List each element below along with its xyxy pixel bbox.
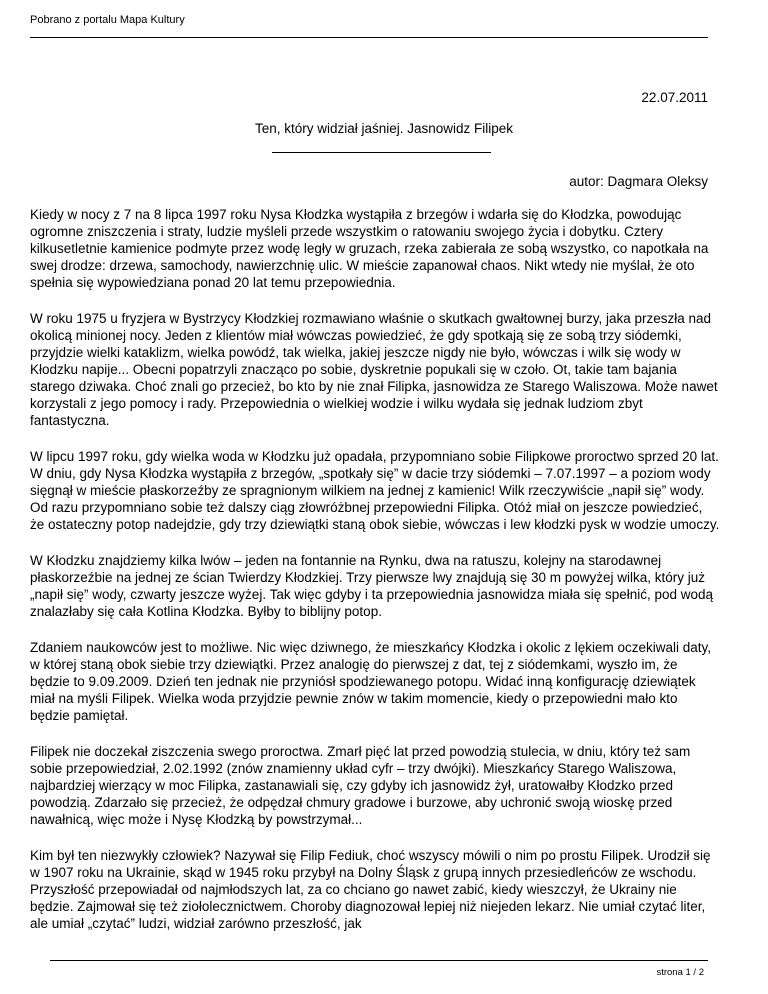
article-date: 22.07.2011 (641, 90, 708, 105)
paragraph-4: W Kłodzku znajdziemy kilka lwów – jeden na fontannie na Rynku, dwa na ratuszu, kolejny na starodawnej płaskorzeźbie na jednej ze ścian Twierdzy Kłodzkiej. Trzy pierwsze lwy znajdują się 30 m powyżej wilka, który już „napił się” wody, czwarty jeszcze wyżej. Tak więc gdyby i ta przepowiednia jasnowidza miała się spełnić, pod wodą znalazłaby się cała Kotlina Kłodzka. Byłby to biblijny potop. (30, 553, 714, 619)
paragraph-1: Kiedy w nocy z 7 na 8 lipca 1997 roku Nysa Kłodzka wystąpiła z brzegów i wdarła się do Kłodzka, powodując ogromne zniszczenia i straty, ludzie myśleli przede wszystkim o ratowaniu swojego życia i dobytku. Cztery kilkusetletnie kamienice podmyte przez wodę legły w gruzach, rzeka zabierała ze sobą wszystko, co napotkała na swej drodze: drzewa, samochody, nawierzchnię ulic. W mieście zapanował chaos. Nikt wtedy nie myślał, że oto spełnia się wypowiedziana ponad 20 lat temu przepowiednia. (30, 207, 709, 290)
header-divider (30, 37, 708, 38)
paragraph-6: Filipek nie doczekał ziszczenia swego proroctwa. Zmarł pięć lat przed powodzią stulecia, w dniu, który też sam sobie przepowiedział, 2.02.1992 (znów znamienny układ cyfr – trzy dwójki). Mieszkańcy Starego Waliszowa, najbardziej wierzący w moc Filipka, zastanawiali się, czy gdyby ich jasnowidz żył, uratowałby Kłodzko przed powodzią. Zdarzało się przecież, że odpędzał chmury gradowe i burzowe, aby uchronić swoją wioskę przed nawałnicą, więc może i Nysę Kłodzką by powstrzymał... (30, 744, 691, 827)
article-title: Ten, który widział jaśniej. Jasnowidz Filipek (254, 121, 514, 136)
article-author: autor: Dagmara Oleksy (569, 174, 708, 189)
paragraph-2: W roku 1975 u fryzjera w Bystrzycy Kłodzkiej rozmawiano właśnie o skutkach gwałtownej burzy, jaka przeszła nad okolicą minionej nocy. Jeden z klientów miał wówczas powiedzieć, że gdy spotkają się ze sobą trzy siódemki, przyjdzie wielki kataklizm, wielka powódź, tak wielka, jakiej jeszcze nigdy nie było, wówczas i wilk się wody w Kłodzku napije... Obecni popatrzyli znacząco po sobie, dyskretnie popukali się w czoło. Ot, takie tam bajania starego dziwaka. Choć znali go przecież, bo kto by nie znał Filipka, jasnowidza ze Starego Waliszowa. Może nawet korzystali z jego pomocy i rady. Przepowiednia o wielkiej wodzie i wilku wydała się jednak ludziom zbyt fantastyczna. (30, 311, 718, 428)
article-body (30, 206, 720, 951)
paragraph-5: Zdaniem naukowców jest to możliwe. Nic więc dziwnego, że mieszkańcy Kłodzka i okolic z lękiem oczekiwali daty, w której staną obok siebie trzy dziewiątki. Przez analogię do pierwszej z dat, tej z siódemkami, wyszło im, że będzie to 9.09.2009. Dzień ten jednak nie przyniósł spodziewanego potopu. Widać inną konfigurację dziewiątek miał na myśli Filipek. Wielka woda przyjdzie pewnie znów w takim momencie, kiedy o przepowiedni mało kto będzie pamiętał. (30, 640, 712, 723)
paragraph-3: W lipcu 1997 roku, gdy wielka woda w Kłodzku już opadała, przypomniano sobie Filipkowe proroctwo sprzed 20 lat. W dniu, gdy Nysa Kłodzka wystąpiła z brzegów, „spotkały się” w dacie trzy siódemki – 7.07.1997 – a poziom wody sięgnął w mieście płaskorzeźby ze spragnionym wilkiem na jednej z kamienic! Wilk rzeczywiście „napił się” wody. Od razu przypomniano sobie też dalszy ciąg złowróżbnej przepowiedni Filipka. Otóż miał on jeszcze powiedzieć, że ostateczny potop nadejdzie, gdy trzy dziewiątki staną obok siebie, wówczas i lew kłodzki pysk w wodzie umoczy. (30, 449, 720, 532)
page-number: strona 1 / 2 (656, 967, 704, 978)
footer-divider (50, 960, 708, 961)
title-underline (272, 152, 491, 153)
source-header: Pobrano z portalu Mapa Kultury (30, 14, 185, 26)
paragraph-7: Kim był ten niezwykły człowiek? Nazywał się Filip Fediuk, choć wszyscy mówili o nim po prostu Filipek. Urodził się w 1907 roku na Ukrainie, skąd w 1945 roku przybył na Dolny Śląsk z grupą innych przesiedleńców ze wschodu. Przyszłość przepowiadał od najmłodszych lat, za co chciano go nawet zabić, kiedy wieszczył, że Ukrainy nie będzie. Zajmował się też ziołolecznictwem. Choroby diagnozował lepiej niż niejeden lekarz. Nie umiał czytać liter, ale umiał „czytać” ludzi, widział zarówno przeszłość, jak (30, 848, 711, 931)
